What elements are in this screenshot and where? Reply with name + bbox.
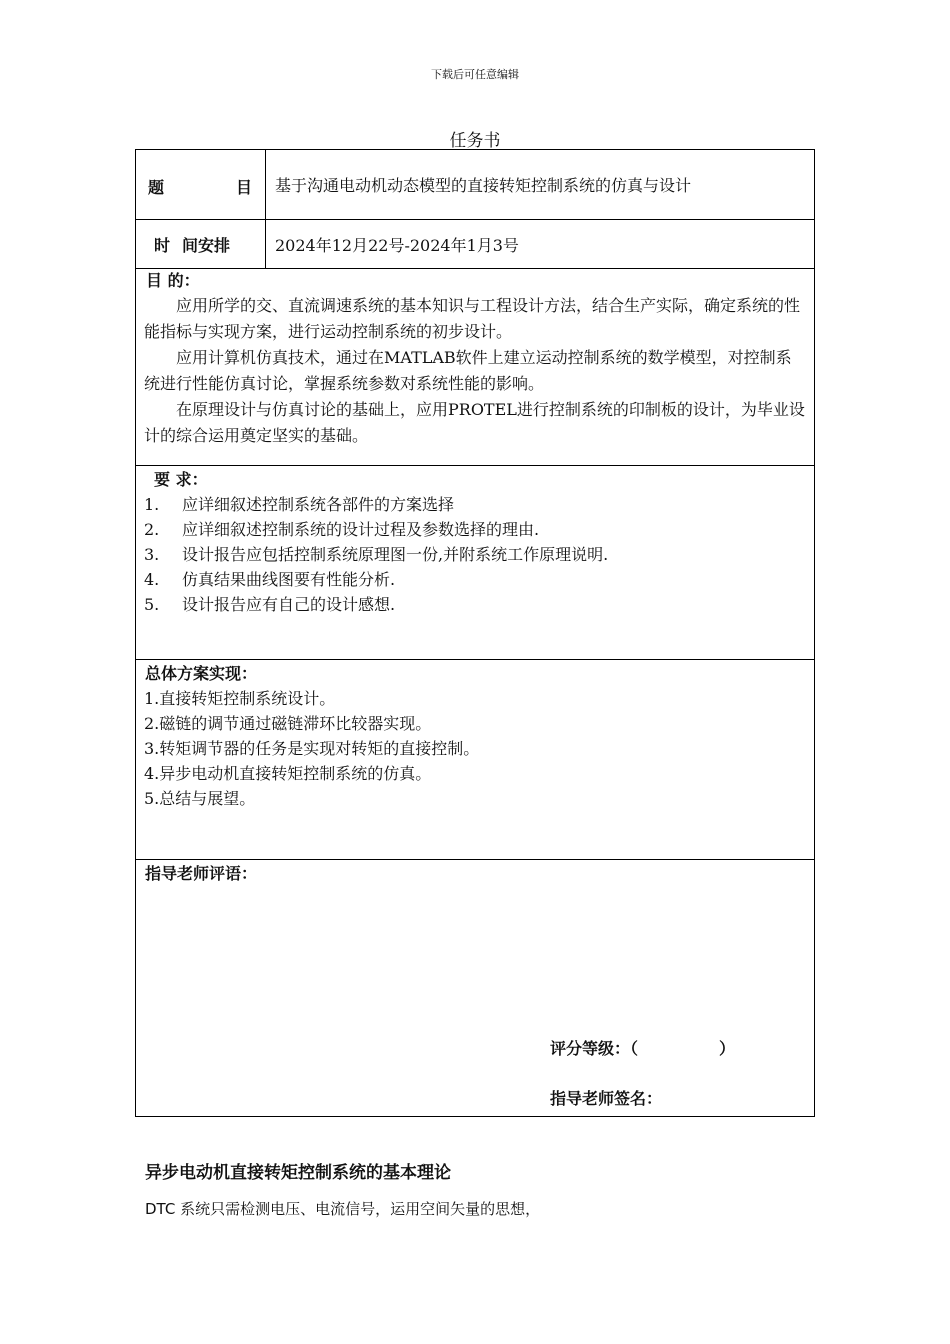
- purpose-paragraph: 应用计算机仿真技术，通过在MATLAB软件上建立运动控制系统的数学模型，对控制系统进行性能仿真讨论，掌握系统参数对系统性能的影响。: [144, 348, 792, 393]
- requirement-text: 应详细叙述控制系统各部件的方案选择: [182, 495, 455, 514]
- requirement-number: 2.: [144, 520, 160, 539]
- plan-heading: 总体方案实现：: [145, 664, 258, 683]
- topic-label-cell: [136, 150, 266, 219]
- requirement-item: [136, 542, 814, 567]
- requirement-item: [136, 517, 814, 542]
- plan-item: 1.直接转矩控制系统设计。: [144, 689, 336, 708]
- schedule-label-left: 时: [154, 236, 171, 255]
- purpose-section: [136, 269, 814, 466]
- schedule-value-cell: [266, 220, 814, 268]
- header-note: 下载后可任意编辑: [431, 68, 519, 81]
- requirement-number: 4.: [144, 570, 160, 589]
- requirement-item: [136, 567, 814, 592]
- comments-heading: 指导老师评语：: [145, 864, 258, 883]
- requirement-text: 应详细叙述控制系统的设计过程及参数选择的理由.: [182, 520, 540, 539]
- topic-label-right: 目: [236, 178, 253, 197]
- body-paragraph: DTC 系统只需检测电压、电流信号，运用空间矢量的思想，: [145, 1200, 541, 1218]
- plan-item: 2.磁链的调节通过磁链滞环比较器实现。: [144, 714, 432, 733]
- topic-row: [136, 150, 814, 220]
- requirements-heading: 要 求：: [154, 470, 208, 489]
- task-table: [135, 149, 815, 1117]
- grade-label: 评分等级：（: [550, 1039, 639, 1058]
- schedule-label-cell: [136, 220, 266, 268]
- topic-value: 基于沟通电动机动态模型的直接转矩控制系统的仿真与设计: [275, 176, 692, 195]
- section-heading: 异步电动机直接转矩控制系统的基本理论: [145, 1163, 451, 1183]
- requirement-number: 3.: [144, 545, 160, 564]
- purpose-paragraph: 应用所学的交、直流调速系统的基本知识与工程设计方法，结合生产实际，确定系统的性能指标与实现方案，进行运动控制系统的初步设计。: [144, 296, 801, 341]
- requirements-section: [136, 466, 814, 660]
- requirement-number: 5.: [144, 595, 160, 614]
- purpose-paragraph: 在原理设计与仿真讨论的基础上，应用PROTEL进行控制系统的印制板的设计，为毕业设计的综合运用奠定坚实的基础。: [144, 400, 805, 445]
- signature-label: 指导老师签名：: [550, 1089, 663, 1108]
- plan-item: 5.总结与展望。: [144, 789, 256, 808]
- plan-item: 3.转矩调节器的任务是实现对转矩的直接控制。: [144, 739, 480, 758]
- comments-section: [136, 860, 814, 1116]
- document-title: 任务书: [449, 131, 501, 151]
- requirement-text: 设计报告应包括控制系统原理图一份,并附系统工作原理说明.: [182, 545, 609, 564]
- requirement-item: [136, 492, 814, 517]
- schedule-label-right: 间安排: [182, 236, 231, 255]
- requirement-text: 设计报告应有自己的设计感想.: [182, 595, 396, 614]
- plan-section: [136, 660, 814, 860]
- plan-item: 4.异步电动机直接转矩控制系统的仿真。: [144, 764, 432, 783]
- topic-value-cell: [266, 150, 814, 219]
- topic-label-left: 题: [148, 178, 165, 197]
- requirement-number: 1.: [144, 495, 160, 514]
- schedule-value: 2024年12月22号-2024年1月3号: [275, 236, 519, 255]
- requirement-text: 仿真结果曲线图要有性能分析.: [182, 570, 396, 589]
- purpose-heading: 目 的：: [146, 271, 200, 290]
- grade-close: ）: [719, 1039, 736, 1058]
- requirement-item: [136, 592, 814, 617]
- schedule-row: [136, 220, 814, 269]
